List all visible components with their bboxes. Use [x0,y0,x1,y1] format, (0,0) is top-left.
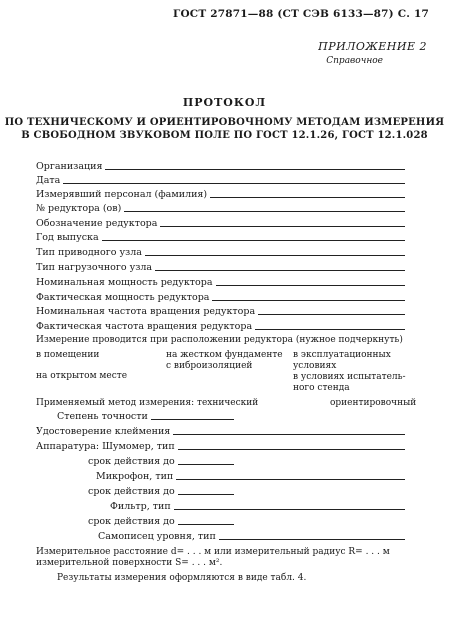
field-row[interactable] [36,214,405,229]
page-header: ГОСТ 27871—88 (СТ СЭВ 6133—87) С. 17 [173,8,429,20]
field-row[interactable] [36,243,405,258]
field-line[interactable] [212,300,405,301]
validity-label: срок действия до [88,486,175,497]
field-label: Организация [36,161,103,172]
distance-line-1: Измерительное расстояние d= . . . м или измерительный радиус R= . . . м [36,547,390,557]
option-vibration-isolation[interactable]: с виброизоляцией [166,361,253,371]
results-note: Результаты измерения оформляются в виде табл. 4. [57,573,307,583]
filter-row[interactable] [110,497,405,512]
method-alt[interactable]: ориентировочный [330,398,417,408]
field-label: Дата [36,175,61,186]
accuracy-label: Степень точности [57,411,148,422]
apparatus-label: Аппаратура: Шумомер, тип [36,441,175,452]
field-label: № редуктора (ов) [36,203,122,214]
field-line[interactable] [210,197,405,198]
recorder-row[interactable] [98,527,405,542]
microphone-row[interactable] [96,467,405,482]
field-line[interactable] [105,169,405,170]
field-row[interactable] [36,317,405,332]
filter-label: Фильтр, тип [110,501,171,512]
field-row[interactable] [36,302,405,317]
accuracy-row[interactable] [57,407,234,422]
field-line[interactable] [145,255,405,256]
validity-row[interactable] [88,512,234,527]
field-row[interactable] [36,199,405,214]
distance-line-2: измерительной поверхности S= . . . м². [36,558,223,568]
reference-label: Справочное [326,56,383,66]
option-service-conditions[interactable]: в эксплуатационных условиях [293,350,391,371]
validity-label: срок действия до [88,516,175,527]
field-label: Тип нагрузочного узла [36,262,153,273]
validity-row[interactable] [88,452,234,467]
field-label: Фактическая мощность редуктора [36,292,210,303]
validity-line[interactable] [178,464,234,465]
field-row[interactable] [36,273,405,288]
field-row[interactable] [36,157,405,172]
field-label: Фактическая частота вращения редуктора [36,321,253,332]
subtitle-line-2: В СВОБОДНОМ ЗВУКОВОМ ПОЛЕ ПО ГОСТ 12.1.26, ГОСТ 12.1.028 [21,130,428,141]
option-test-stand[interactable]: в условиях испытатель-ного стенда [293,372,406,393]
microphone-label: Микрофон, тип [96,471,174,482]
appendix-label: ПРИЛОЖЕНИЕ 2 [318,40,427,53]
certificate-label: Удостоверение клеймения [36,426,171,437]
validity-line[interactable] [178,494,234,495]
recorder-line[interactable] [219,539,405,540]
validity-label: срок действия до [88,456,175,467]
field-line[interactable] [63,183,405,184]
field-row[interactable] [36,171,405,186]
field-line[interactable] [124,211,405,212]
field-line[interactable] [216,285,406,286]
subtitle-line-1: ПО ТЕХНИЧЕСКОМУ И ОРИЕНТИРОВОЧНОМУ МЕТОДАМ ИЗМЕРЕНИЯ [4,117,445,128]
field-label: Год выпуска [36,232,99,243]
option-outdoor[interactable]: на открытом месте [36,371,128,381]
validity-row[interactable] [88,482,234,497]
certificate-line[interactable] [173,434,405,435]
accuracy-line[interactable] [151,419,234,420]
apparatus-line[interactable] [178,449,405,450]
field-row[interactable] [36,288,405,303]
option-rigid-foundation[interactable]: на жестком фундаменте [166,350,283,360]
field-row[interactable] [36,228,405,243]
recorder-label: Самописец уровня, тип [98,531,216,542]
field-label: Тип приводного узла [36,247,142,258]
field-line[interactable] [255,329,405,330]
filter-line[interactable] [174,509,405,510]
field-line[interactable] [102,240,405,241]
microphone-line[interactable] [176,479,405,480]
method-label: Применяемый метод измерения: технический [36,398,259,408]
certificate-row[interactable] [36,422,405,437]
field-row[interactable] [36,185,405,200]
field-label: Измерявший персонал (фамилия) [36,189,208,200]
field-label: Обозначение редуктора [36,218,158,229]
field-label: Номинальная мощность редуктора [36,277,213,288]
field-label: Номинальная частота вращения редуктора [36,306,256,317]
field-line[interactable] [160,226,405,227]
field-row[interactable] [36,258,405,273]
validity-line[interactable] [178,524,234,525]
option-indoor[interactable]: в помещении [36,350,100,360]
location-line: Измерение проводится при расположении редуктора (нужное подчеркнуть) [36,335,403,345]
field-line[interactable] [155,270,405,271]
field-line[interactable] [258,314,405,315]
apparatus-row[interactable] [36,437,405,452]
document-title: ПРОТОКОЛ [182,96,267,109]
